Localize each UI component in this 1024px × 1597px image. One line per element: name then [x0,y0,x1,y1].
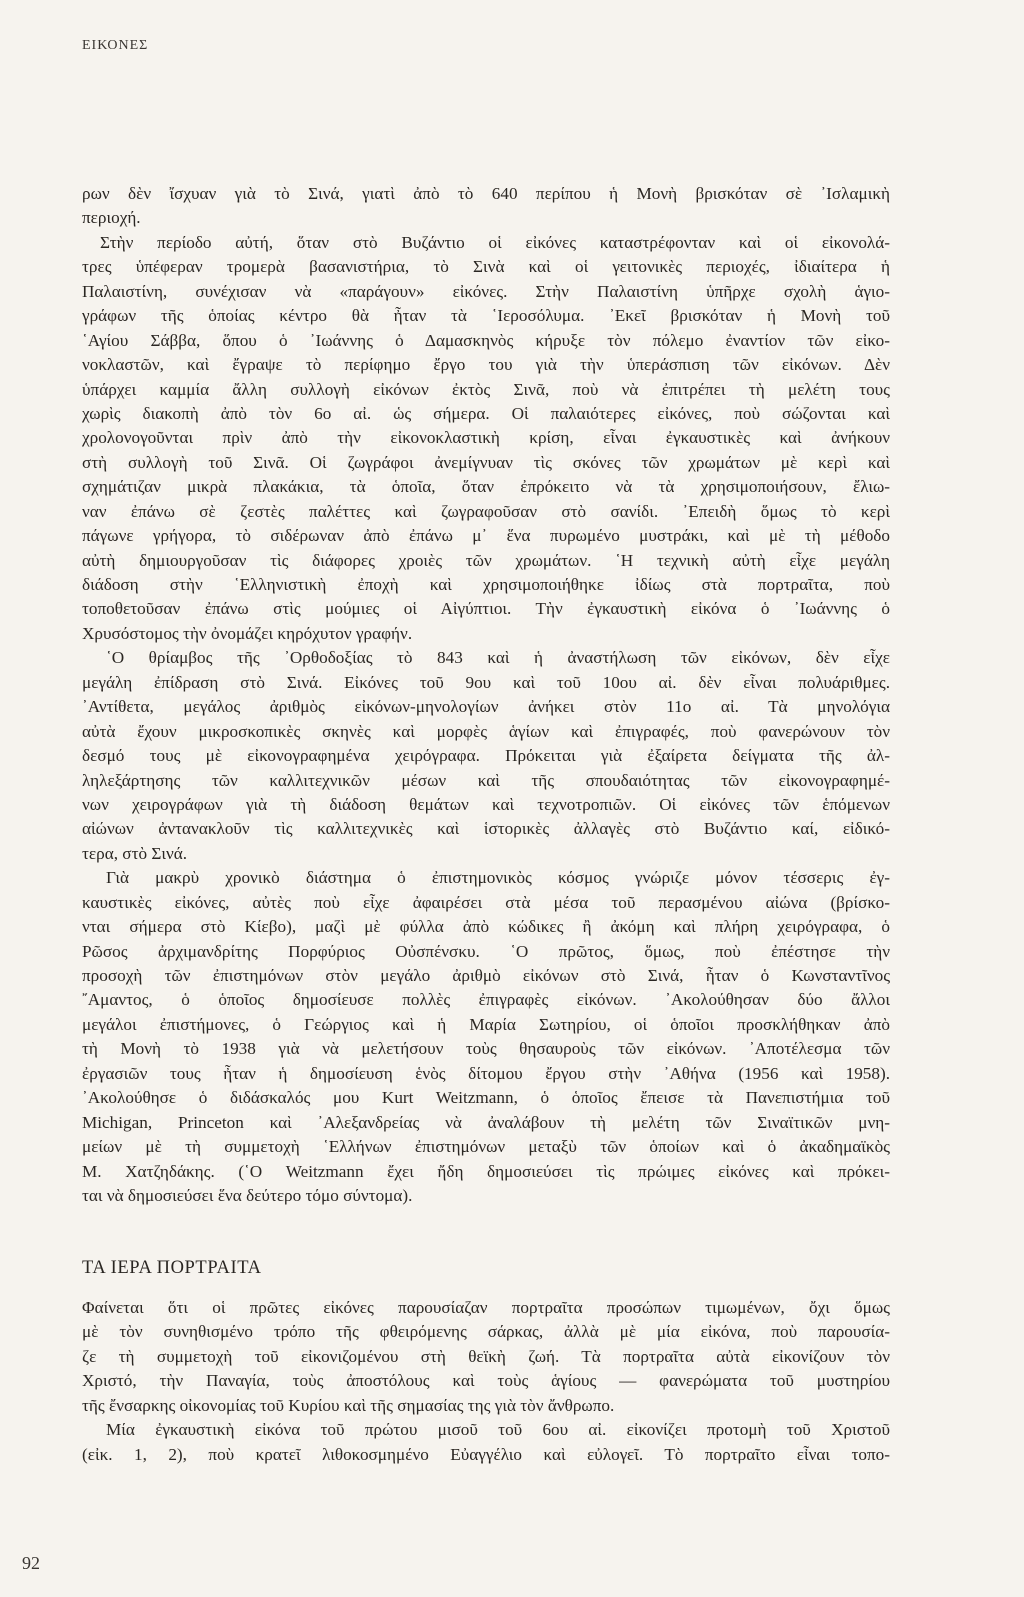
text-line: αἰώνων ἀντανακλοῦν τὶς καλλιτεχνικὲς καὶ ἱστορικὲς ἀλλαγὲς στὸ Βυζάντιο καί, εἰδικό- [82,819,890,839]
text-line: τὴ Μονὴ τὸ 1938 γιὰ νὰ μελετήσουν τοὺς θησαυροὺς τῶν εἰκόνων. ᾽Αποτέλεσμα τῶν [82,1039,890,1059]
text-line: ῾Ο θρίαμβος τῆς ᾽Ορθοδοξίας τὸ 843 καὶ ἡ ἀναστήλωση τῶν εἰκόνων, δὲν εἶχε [106,648,890,668]
text-line: σχημάτιζαν μικρὰ πλακάκια, τὰ ὁποῖα, ὅταν ἐπρόκειτο νὰ τὰ χρησιμοποιήσουν, ἔλιω- [82,477,890,497]
text-line: Φαίνεται ὅτι οἱ πρῶτες εἰκόνες παρουσίαζαν πορτραῖτα προσώπων τιμωμένων, ὄχι ὅμως [82,1298,890,1317]
text-line: ρων δὲν ἴσχυαν γιὰ τὸ Σινά, γιατὶ ἀπὸ τὸ 640 περίπου ἡ Μονὴ βρισκόταν σὲ ᾽Ισλαμικὴ [82,184,890,203]
text-line: ζε τὴ συμμετοχὴ τοῦ εἰκονιζομένου στὴ θεϊκὴ ζωή. Τὰ πορτραῖτα αὐτὰ εἰκονίζουν τὸν [82,1346,890,1366]
text-line: μείων μὲ τὴ συμμετοχὴ ῾Ελλήνων ἐπιστημόνων μεταξὺ τῶν ὁποίων καὶ ὁ ἀκαδημαϊκὸς [82,1137,890,1157]
text-line: Ρῶσος ἀρχιμανδρίτης Πορφύριος Οὐσπένσκυ. ῾Ο πρῶτος, ὅμως, ποὺ ἐπέστησε τὴν [82,941,890,961]
running-head: ΕΙΚΟΝΕΣ [82,38,149,53]
text-line: χωρὶς διακοπὴ ἀπὸ τὸν 6ο αἰ. ὡς σήμερα. Οἱ παλαιότερες εἰκόνες, ποὺ σώζονται καὶ [82,403,890,423]
text-line: ὑπάρχει καμμία ἄλλη συλλογὴ εἰκόνων ἐκτὸς Σινᾶ, ποὺ νὰ ἐπιτρέπει τὴ μελέτη τους [82,379,890,399]
text-line: προσοχὴ τῶν ἐπιστημόνων στὸν μεγάλο ἀριθμὸ εἰκόνων στὸ Σινά, ἦταν ὁ Κωνσταντῖνος [82,966,890,985]
text-line: Χρυσόστομος τὴν ὀνομάζει κηρόχυτον γραφήν. [82,623,413,643]
text-line: νοκλαστῶν, καὶ ἔγραψε τὸ περίφημο ἔργο του γιὰ τὴν ὑπεράσπιση τῶν εἰκόνων. Δὲν [82,355,890,375]
text-line: στὴ συλλογὴ τοῦ Σινᾶ. Οἱ ζωγράφοι ἀνεμίγνυαν τὶς σκόνες τῶν χρωμάτων μὲ κερὶ καὶ [82,452,890,472]
text-line: Γιὰ μακρὺ χρονικὸ διάστημα ὁ ἐπιστημονικὸς κόσμος γνώριζε μόνον τέσσερις ἐγ- [106,868,890,888]
text-line: μεγάλοι ἐπιστήμονες, ὁ Γεώργιος καὶ ἡ Μαρία Σωτηρίου, οἱ ὁποῖοι προσκλήθηκαν ἀπὸ [82,1014,890,1034]
text-line: ᾽Αντίθετα, μεγάλος ἀριθμὸς εἰκόνων-μηνολογίων ἀνήκει στὸν 11ο αἰ. Τὰ μηνολόγια [82,697,890,717]
text-line: ῎Αμαντος, ὁ ὁποῖος δημοσίευσε πολλὲς ἐπιγραφὲς εἰκόνων. ᾽Ακολούθησαν δύο ἄλλοι [82,990,890,1010]
text-line: (εἰκ. 1, 2), ποὺ κρατεῖ λιθοκοσμημένο Εὐαγγέλιο καὶ εὐλογεῖ. Τὸ πορτραῖτο εἶναι τοπο- [82,1444,890,1464]
text-line: ῾Αγίου Σάββα, ὅπου ὁ ᾽Ιωάννης ὁ Δαμασκηνὸς κήρυξε τὸν πόλεμο ἐναντίον τῶν εἰκο- [82,330,890,350]
section-text [82,1296,890,1467]
text-line: γράφων τῆς ὁποίας κέντρο θὰ ἦταν τὰ ῾Ιεροσόλυμα. ᾽Εκεῖ βρισκόταν ἡ Μονὴ τοῦ [82,306,890,326]
text-line: ἐργασιῶν τους ἦταν ἡ δημοσίευση ἑνὸς δίτομου ἔργου στὴν ᾽Αθήνα (1956 καὶ 1958). [82,1063,890,1083]
section-title: ΤΑ ΙΕΡΑ ΠΟΡΤΡΑΙΤΑ [82,1258,262,1278]
text-line: τερα, στὸ Σινά. [82,843,188,863]
text-line: νται σήμερα στὸ Κίεβο), μαζὶ μὲ φύλλα ἀπὸ κώδικες ἢ ἀκόμη καὶ πλήρη χειρόγραφα, ὁ [82,917,890,937]
text-line: δεσμό τους μὲ εἰκονογραφημένα χειρόγραφα. Πρόκειται γιὰ ἐξαίρετα δείγματα τῆς ἀλ- [82,746,890,766]
page-number: 92 [22,1553,40,1573]
text-line: χρολονογοῦνται πρὶν ἀπὸ τὴν εἰκονοκλαστικὴ κρίση, εἶναι ἐγκαυστικὲς καὶ ἀνήκουν [82,428,890,448]
text-line: καυστικὲς εἰκόνες, αὐτὲς ποὺ εἶχε ἀφαιρέσει στὰ μέσα τοῦ περασμένου αἰώνα (βρίσκο- [82,892,890,912]
text-line: αὐτὴ δημιουργοῦσαν τὶς διάφορες χροιὲς τῶν χρωμάτων. ῾Η τεχνικὴ αὐτὴ εἶχε μεγάλη [82,550,890,570]
text-line: ᾽Ακολούθησε ὁ διδάσκαλός μου Kurt Weitzmann, ὁ ὁποῖος ἔπεισε τὰ Πανεπιστήμια τοῦ [82,1088,890,1108]
text-line: ται νὰ δημοσιεύσει ἕνα δεύτερο τόμο σύντομα). [82,1185,413,1205]
text-line: τῆς ἔνσαρκης οἰκονομίας τοῦ Κυρίου καὶ τῆς σημασίας της γιὰ τὸν ἄνθρωπο. [82,1395,615,1415]
text-line: Michigan, Princeton καὶ ᾽Αλεξανδρείας νὰ ἀναλάβουν τὴ μελέτη τῶν Σιναϊτικῶν μνη- [82,1112,890,1132]
text-line: τρες ὑπέφεραν τρομερὰ βασανιστήρια, τὸ Σινὰ καὶ οἱ γειτονικὲς περιοχές, ἰδιαίτερα ἡ [82,257,890,277]
text-line: Στὴν περίοδο αὐτή, ὅταν στὸ Βυζάντιο οἱ εἰκόνες καταστρέφονταν καὶ οἱ εἰκονολά- [100,232,890,252]
text-line: Χριστό, τὴν Παναγία, τοὺς ἀποστόλους καὶ τοὺς ἁγίους — φανερώματα τοῦ μυστηρίου [82,1371,890,1391]
text-line: ληλεξάρτησης τῶν καλλιτεχνικῶν μέσων καὶ τῆς σπουδαιότητας τῶν εἰκονογραφημέ- [82,770,890,790]
text-line: Παλαιστίνη, συνέχισαν νὰ «παράγουν» εἰκόνες. Στὴν Παλαιστίνη ὑπῆρχε σχολὴ ἁγιο- [82,281,890,301]
text-line: ναν ἐπάνω σὲ ζεστὲς παλέττες καὶ ζωγραφοῦσαν στὸ σανίδι. ᾽Επειδὴ ὅμως τὸ κερὶ [82,501,890,521]
text-line: τοποθετοῦσαν ἐπάνω στὶς μούμιες οἱ Αἰγύπτιοι. Τὴν ἐγκαυστικὴ εἰκόνα ὁ ᾽Ιωάννης ὁ [82,599,890,619]
text-line: περιοχή. [82,208,141,228]
text-line: διάδοση στὴν ῾Ελληνιστικὴ ἐποχὴ καὶ χρησιμοποιήθηκε ἰδίως στὰ πορτραῖτα, ποὺ [82,575,890,594]
text-line: πάγωνε γρήγορα, τὸ σιδέρωναν ἀπὸ ἐπάνω μ᾽ ἕνα πυρωμένο μυστράκι, καὶ μὲ τὴ μέθοδο [82,526,890,546]
text-line: Μία ἐγκαυστικὴ εἰκόνα τοῦ πρώτου μισοῦ τοῦ 6ου αἰ. εἰκονίζει προτομὴ τοῦ Χριστοῦ [106,1420,890,1440]
text-line: μεγάλη ἐπίδραση στὸ Σινά. Εἰκόνες τοῦ 9ου καὶ τοῦ 10ου αἰ. δὲν εἶναι πολυάριθμες. [82,672,890,692]
text-line: αὐτὰ ἔχουν μικροσκοπικὲς σκηνὲς καὶ μορφὲς ἁγίων καὶ ἐπιγραφές, ποὺ φανερώνουν τὸν [82,721,890,741]
text-line: νων χειρογράφων γιὰ τὴ διάδοση θεμάτων καὶ τεχνοτροπιῶν. Οἱ εἰκόνες τῶν ἑπόμενων [82,794,890,814]
text-line: μὲ τὸν συνηθισμένο τρόπο τῆς φθειρόμενης σάρκας, ἀλλὰ μὲ μία εἰκόνα, ποὺ παρουσία- [82,1322,890,1342]
body-text [82,182,890,1208]
text-line: Μ. Χατζηδάκης. (῾Ο Weitzmann ἔχει ἤδη δημοσιεύσει τὶς πρώιμες εἰκόνες καὶ πρόκει- [82,1161,890,1181]
